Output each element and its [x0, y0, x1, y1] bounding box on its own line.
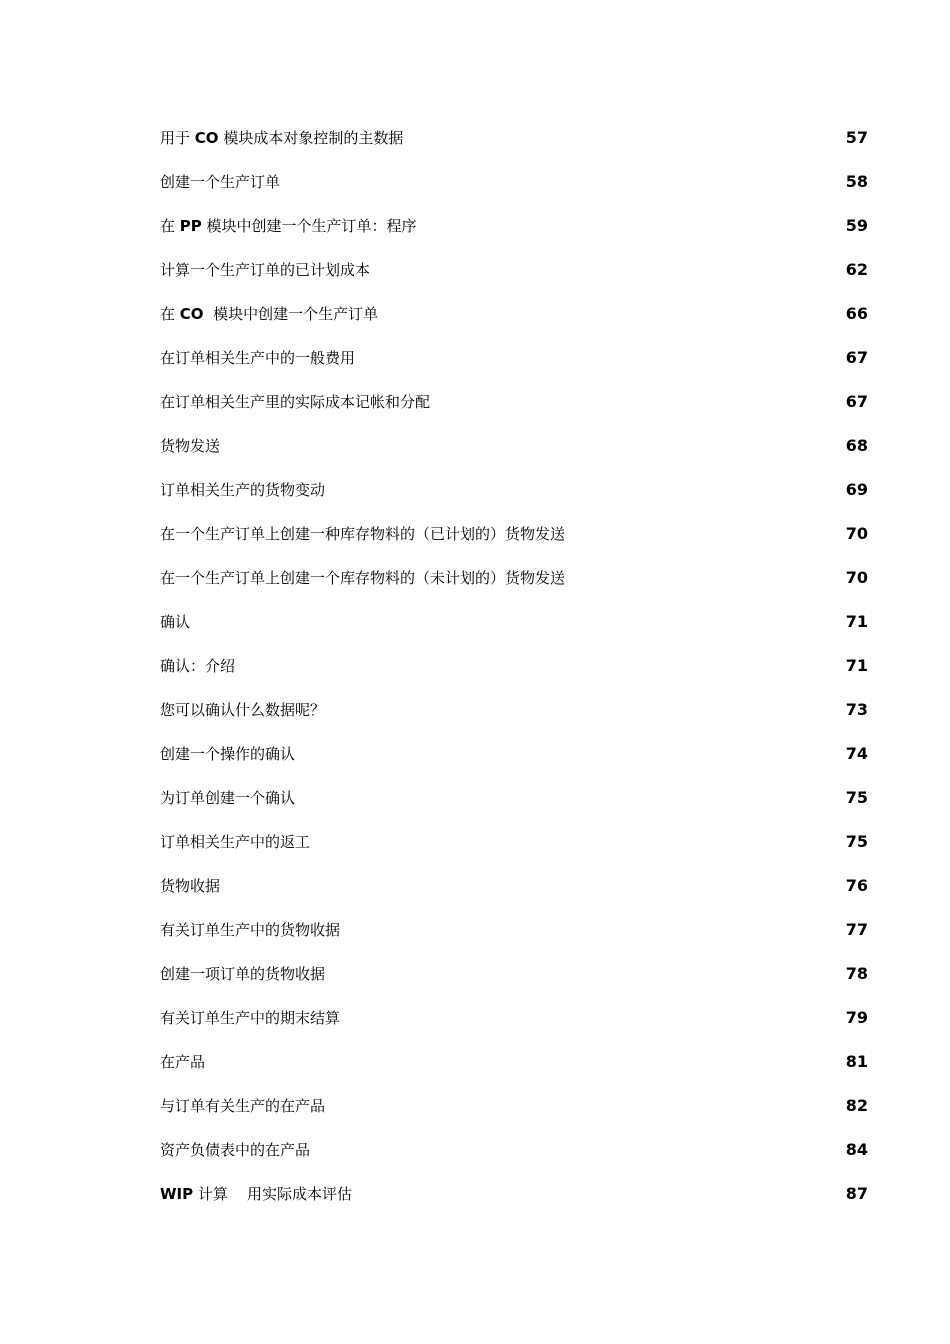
toc-page-number: 70: [845, 567, 868, 587]
toc-entry[interactable]: [160, 511, 868, 555]
toc-entry[interactable]: [160, 159, 868, 203]
toc-page-number: 71: [845, 611, 868, 631]
toc-entry[interactable]: [160, 1171, 868, 1215]
toc-page-number: 78: [845, 963, 868, 983]
toc-page-number: 57: [845, 127, 868, 147]
toc-entry-title: 货物发送: [160, 436, 221, 455]
table-of-contents: [160, 115, 868, 1215]
toc-page-number: 59: [845, 215, 868, 235]
toc-entry[interactable]: [160, 203, 868, 247]
toc-entry-title: 计算一个生产订单的已计划成本: [160, 260, 371, 279]
toc-entry[interactable]: [160, 291, 868, 335]
toc-page-number: 71: [845, 655, 868, 675]
toc-entry-title: 在一个生产订单上创建一种库存物料的（已计划的）货物发送: [160, 524, 566, 543]
toc-entry-title: 资产负债表中的在产品: [160, 1140, 311, 1159]
toc-entry[interactable]: [160, 643, 868, 687]
toc-entry-title: 在 PP 模块中创建一个生产订单：程序: [160, 216, 417, 235]
toc-entry-title: 创建一个生产订单: [160, 172, 281, 191]
toc-page-number: 75: [845, 831, 868, 851]
toc-page-number: 67: [845, 347, 868, 367]
toc-page-number: 74: [845, 743, 868, 763]
toc-entry-title: 为订单创建一个确认: [160, 788, 296, 807]
toc-entry[interactable]: [160, 467, 868, 511]
toc-entry[interactable]: [160, 247, 868, 291]
toc-entry-title: 确认：介绍: [160, 656, 236, 675]
toc-entry-title: 在产品: [160, 1052, 206, 1071]
toc-page-number: 69: [845, 479, 868, 499]
toc-page-number: 70: [845, 523, 868, 543]
toc-entry[interactable]: [160, 335, 868, 379]
toc-entry[interactable]: [160, 907, 868, 951]
toc-entry-title: 与订单有关生产的在产品: [160, 1096, 326, 1115]
toc-entry-title: 在 CO 模块中创建一个生产订单: [160, 304, 379, 323]
toc-entry-title: 有关订单生产中的货物收据: [160, 920, 341, 939]
toc-page-number: 84: [845, 1139, 868, 1159]
toc-entry[interactable]: [160, 819, 868, 863]
toc-page-number: 82: [845, 1095, 868, 1115]
toc-entry-title: 确认: [160, 612, 191, 631]
toc-entry-title: 创建一个操作的确认: [160, 744, 296, 763]
toc-page-number: 76: [845, 875, 868, 895]
toc-page-number: 87: [845, 1183, 868, 1203]
toc-page-number: 58: [845, 171, 868, 191]
toc-entry-title: 订单相关生产中的返工: [160, 832, 311, 851]
toc-entry[interactable]: [160, 1127, 868, 1171]
toc-entry[interactable]: [160, 951, 868, 995]
toc-entry-title: 创建一项订单的货物收据: [160, 964, 326, 983]
toc-entry[interactable]: [160, 775, 868, 819]
toc-entry[interactable]: [160, 1083, 868, 1127]
toc-entry-title: WIP 计算 用实际成本评估: [160, 1184, 352, 1203]
toc-page-number: 81: [845, 1051, 868, 1071]
toc-page-number: 75: [845, 787, 868, 807]
toc-entry[interactable]: [160, 731, 868, 775]
toc-entry[interactable]: [160, 863, 868, 907]
toc-entry[interactable]: [160, 555, 868, 599]
toc-entry-title: 在订单相关生产里的实际成本记帐和分配: [160, 392, 431, 411]
toc-page-number: 62: [845, 259, 868, 279]
toc-entry-title: 有关订单生产中的期末结算: [160, 1008, 341, 1027]
toc-entry[interactable]: [160, 423, 868, 467]
toc-page-number: 73: [845, 699, 868, 719]
toc-entry-title: 用于 CO 模块成本对象控制的主数据: [160, 128, 404, 147]
toc-entry-title: 您可以确认什么数据呢？: [160, 700, 326, 719]
toc-entry[interactable]: [160, 599, 868, 643]
toc-entry[interactable]: [160, 379, 868, 423]
toc-page-number: 79: [845, 1007, 868, 1027]
toc-page-number: 66: [845, 303, 868, 323]
toc-entry-title: 货物收据: [160, 876, 221, 895]
toc-entry-title: 在一个生产订单上创建一个库存物料的（未计划的）货物发送: [160, 568, 566, 587]
toc-entry[interactable]: [160, 995, 868, 1039]
toc-page-number: 77: [845, 919, 868, 939]
toc-entry[interactable]: [160, 115, 868, 159]
toc-entry[interactable]: [160, 687, 868, 731]
toc-entry-title: 在订单相关生产中的一般费用: [160, 348, 356, 367]
toc-page-number: 68: [845, 435, 868, 455]
toc-page-number: 67: [845, 391, 868, 411]
toc-entry-title: 订单相关生产的货物变动: [160, 480, 326, 499]
toc-entry[interactable]: [160, 1039, 868, 1083]
